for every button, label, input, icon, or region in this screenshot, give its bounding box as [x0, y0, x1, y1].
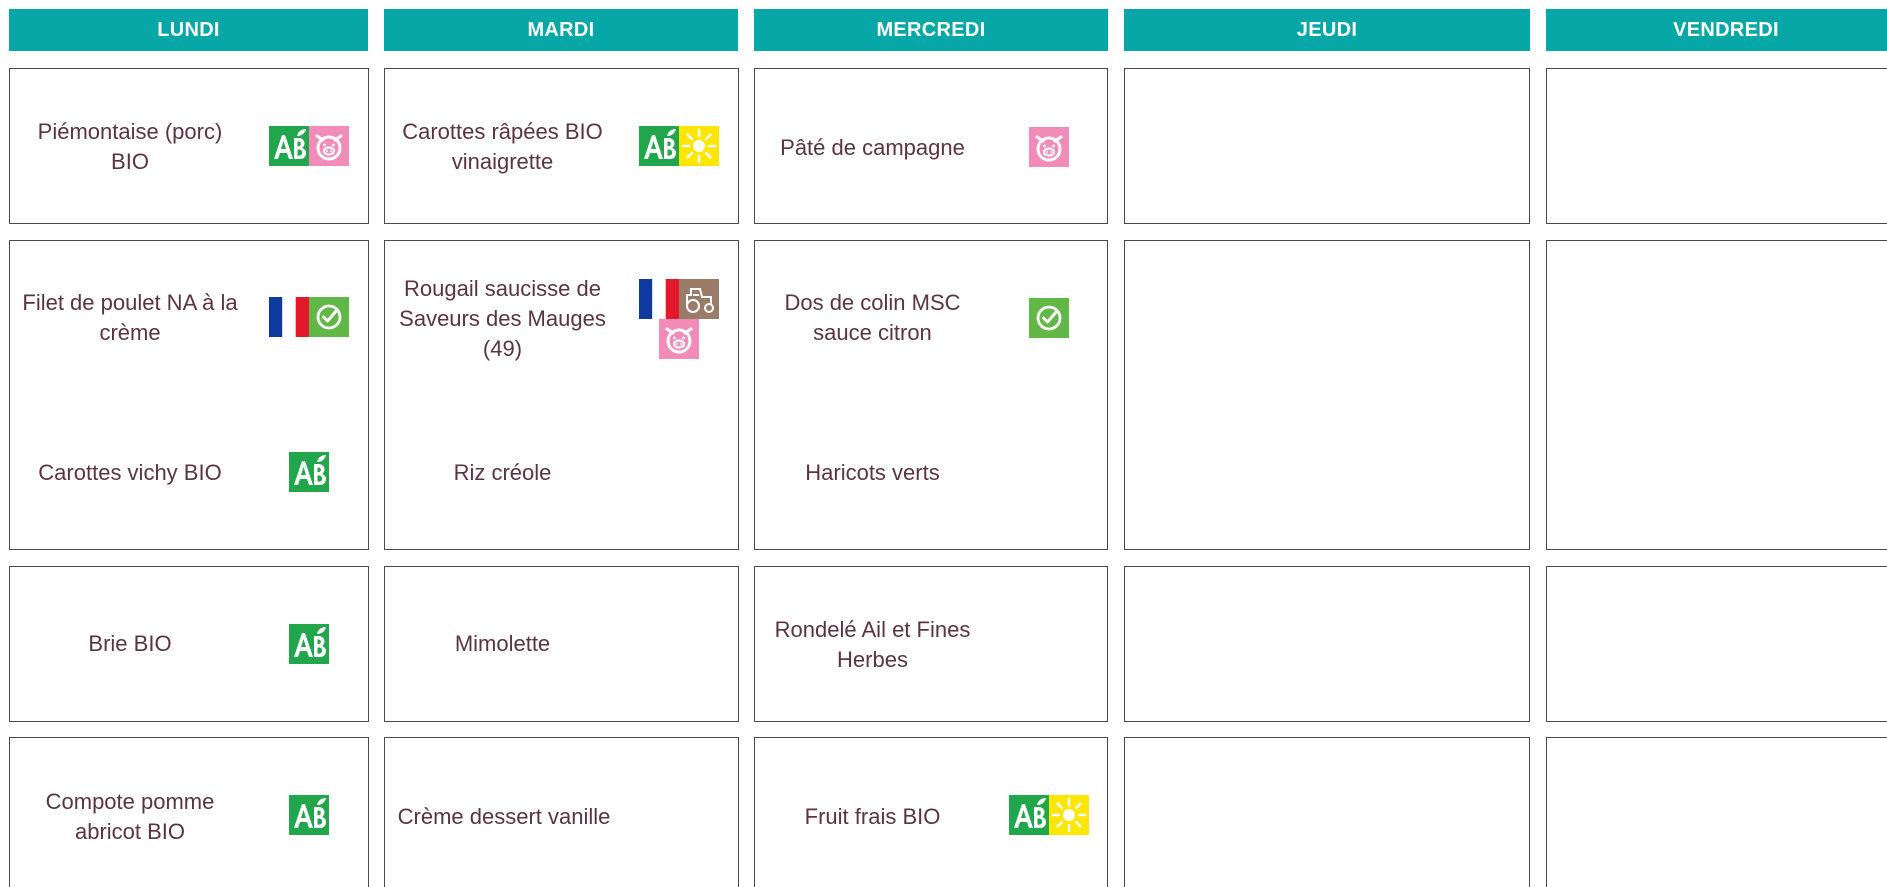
organic-ab-icon	[269, 126, 309, 166]
local-farm-tractor-icon	[679, 279, 719, 319]
cell-jeudi-plat	[1124, 240, 1530, 550]
seasonal-sun-icon	[1049, 795, 1089, 835]
icons-mardi-plat	[638, 279, 720, 359]
pork-icon	[309, 126, 349, 166]
organic-ab-icon	[289, 624, 329, 664]
dish-mardi-plat: Rougail saucisse de Saveurs des Mauges (49)	[399, 276, 606, 361]
cell-vendredi-plat	[1546, 240, 1887, 550]
dish-lundi-entree: Piémontaise (porc) BIO	[37, 119, 223, 174]
icons-lundi-dessert	[288, 795, 330, 835]
header-jeudi: JEUDI	[1124, 9, 1530, 51]
pork-icon	[659, 319, 699, 359]
organic-ab-icon	[289, 452, 329, 492]
quality-label-check-icon	[1029, 298, 1069, 338]
french-flag-icon	[639, 279, 679, 319]
dish-lundi-fromage: Brie BIO	[88, 631, 172, 656]
organic-ab-icon	[289, 795, 329, 835]
french-flag-icon	[269, 297, 309, 337]
cell-vendredi-entree	[1546, 68, 1887, 224]
dish-mardi-entree: Carottes râpées BIO vinaigrette	[402, 119, 603, 174]
organic-ab-icon	[1009, 795, 1049, 835]
cell-vendredi-fromage	[1546, 566, 1887, 722]
dish-mercredi-dessert: Fruit frais BIO	[804, 804, 941, 829]
organic-ab-icon	[639, 126, 679, 166]
quality-label-check-icon	[309, 297, 349, 337]
icons-lundi-accompagnement	[288, 452, 330, 492]
dish-lundi-accompagnement: Carottes vichy BIO	[38, 460, 222, 485]
icons-mardi-entree	[638, 126, 720, 166]
cell-jeudi-entree	[1124, 68, 1530, 224]
cell-jeudi-dessert	[1124, 737, 1530, 887]
cell-jeudi-fromage	[1124, 566, 1530, 722]
icons-lundi-fromage	[288, 624, 330, 664]
dish-lundi-plat: Filet de poulet NA à la crème	[22, 290, 238, 345]
dish-lundi-dessert: Compote pomme abricot BIO	[45, 789, 215, 844]
icons-lundi-entree	[268, 126, 350, 166]
seasonal-sun-icon	[679, 126, 719, 166]
icons-mercredi-dessert	[1008, 795, 1090, 835]
icons-mercredi-plat	[1028, 298, 1070, 338]
dish-mercredi-fromage: Rondelé Ail et Fines Herbes	[774, 617, 971, 672]
dish-mardi-accompagnement: Riz créole	[453, 460, 552, 485]
dish-mardi-dessert: Crème dessert vanille	[397, 804, 611, 829]
dish-mardi-fromage: Mimolette	[454, 631, 551, 656]
dish-mercredi-entree: Pâté de campagne	[780, 135, 965, 160]
icons-mercredi-entree	[1028, 127, 1070, 167]
dish-mercredi-accompagnement: Haricots verts	[805, 460, 940, 485]
pork-icon	[1029, 127, 1069, 167]
cell-vendredi-dessert	[1546, 737, 1887, 887]
header-mardi: MARDI	[384, 9, 738, 51]
icons-lundi-plat	[268, 297, 350, 337]
header-mercredi: MERCREDI	[754, 9, 1108, 51]
header-vendredi: VENDREDI	[1546, 9, 1887, 51]
header-lundi: LUNDI	[9, 9, 368, 51]
dish-mercredi-plat: Dos de colin MSC sauce citron	[784, 290, 961, 345]
